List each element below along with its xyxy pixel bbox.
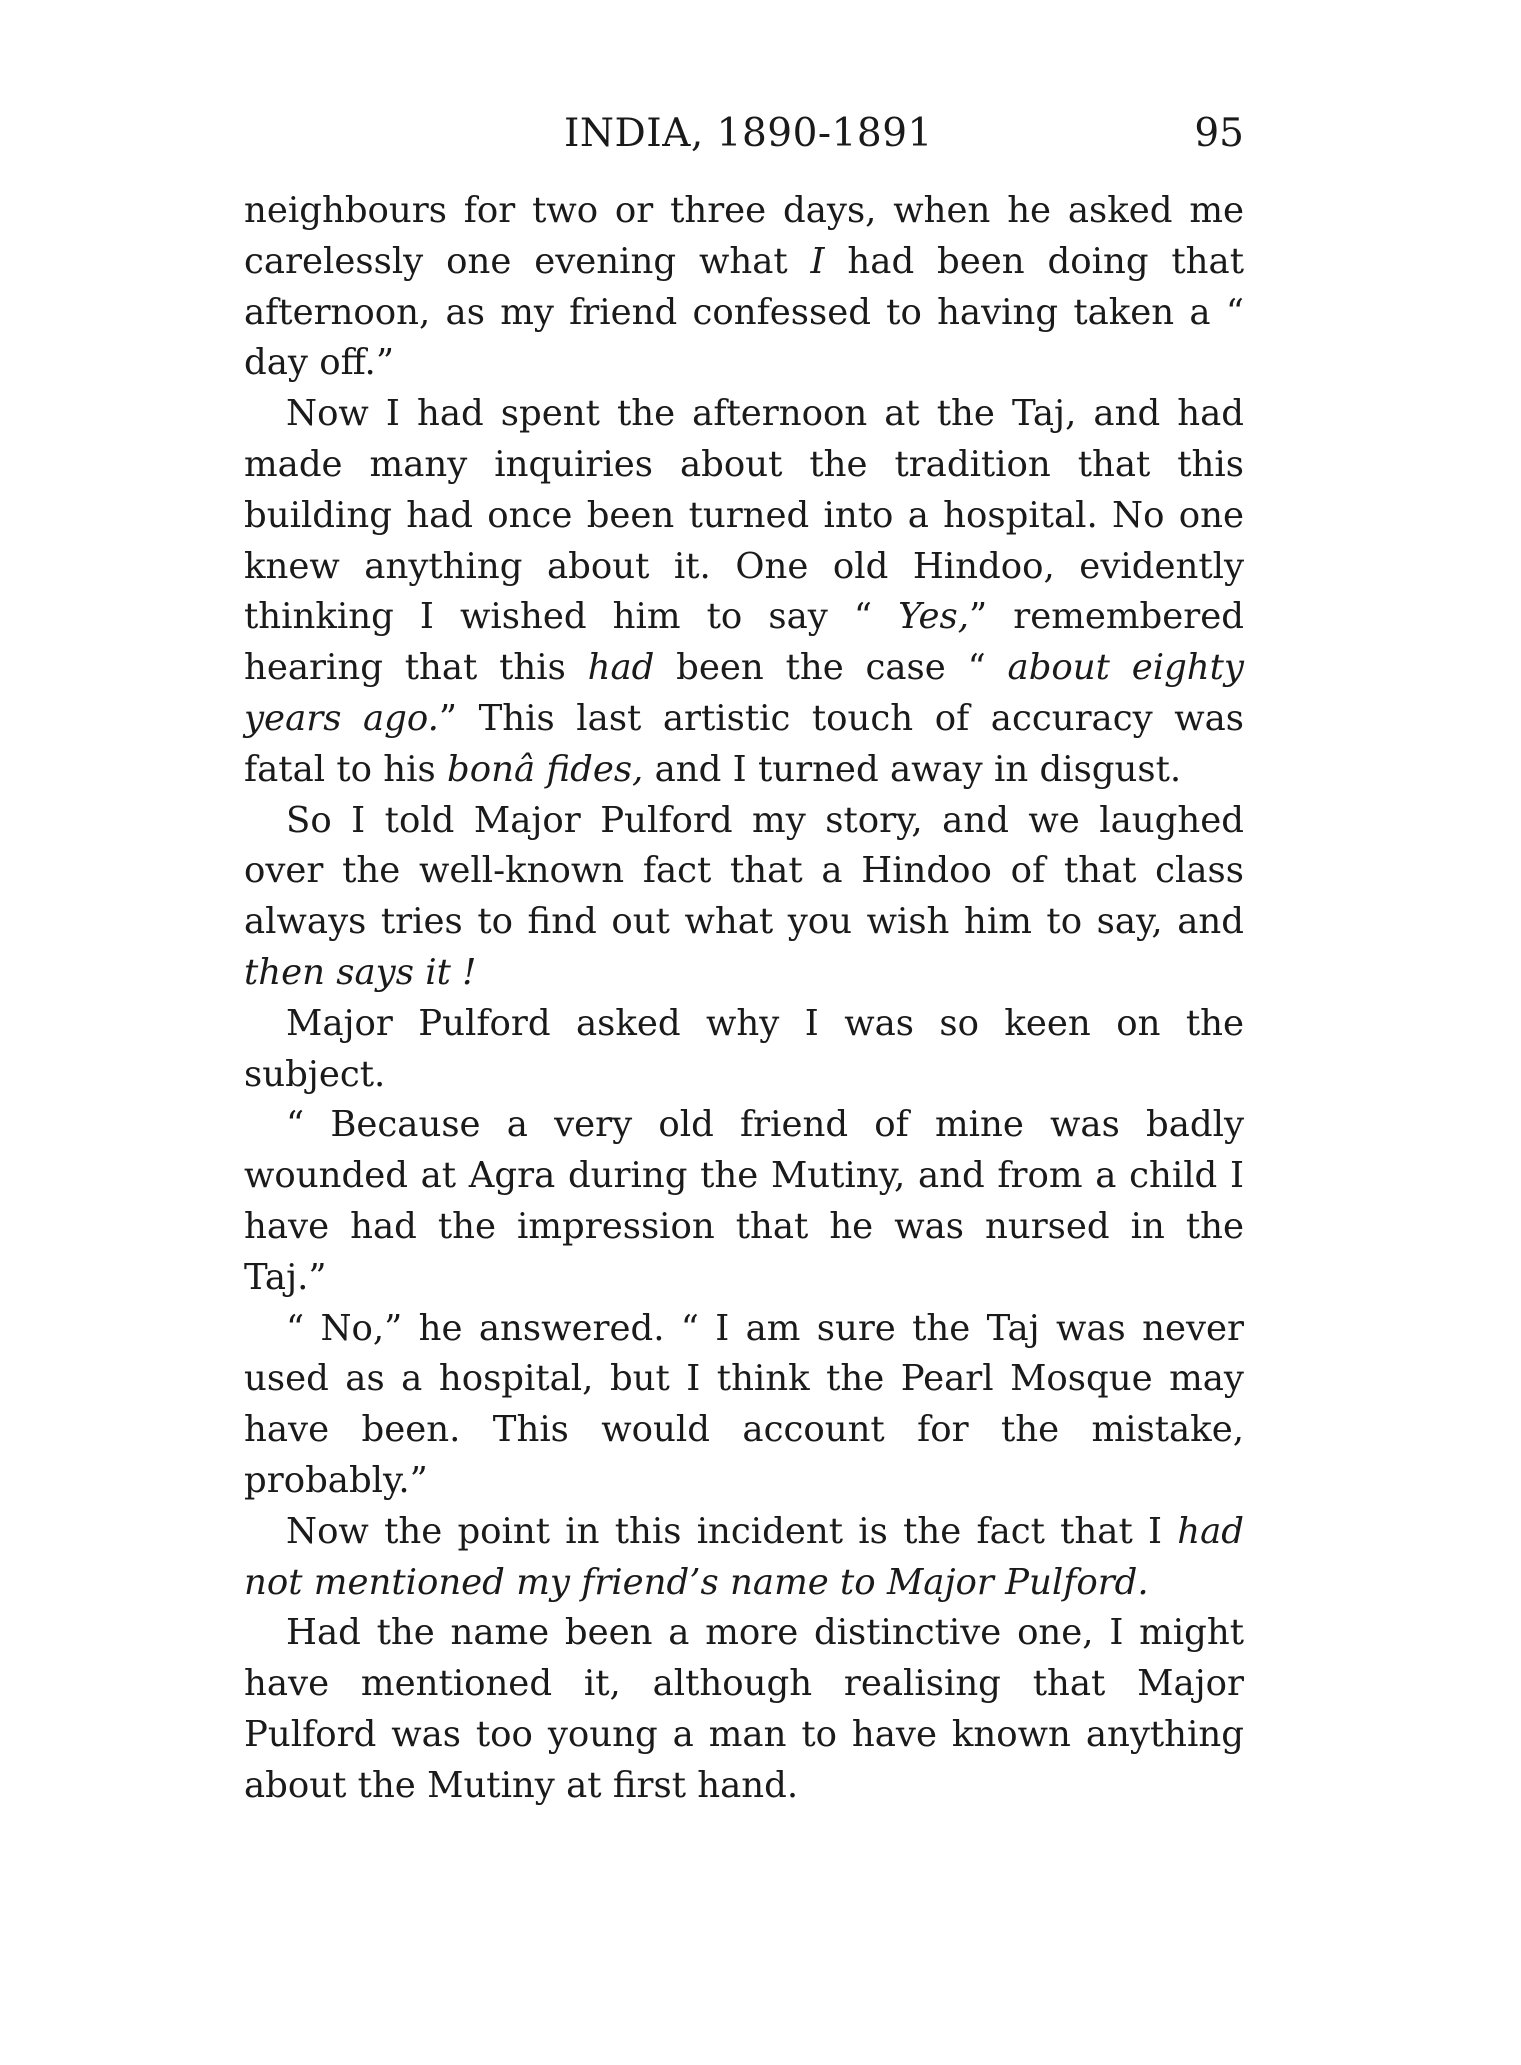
text-segment: “ No,” he answered. “ I am sure the Taj was never used as a hospital, but I think the Pearl Mosque may have been. This would account for the mistake, probably.” bbox=[244, 1307, 1244, 1501]
italic-segment: bonâ fides, bbox=[447, 748, 644, 790]
running-title: INDIA, 1890-1891 bbox=[564, 111, 933, 156]
text-segment: Major Pulford asked why I was so keen on the subject. bbox=[244, 1002, 1244, 1095]
text-segment: “ Because a very old friend of mine was badly wounded at Agra during the Mutiny, and from a child I have had the impression that he was nursed in the Taj.” bbox=[244, 1104, 1244, 1298]
paragraph-2 bbox=[244, 389, 1244, 795]
text-segment: neighbours for two or three days, when he asked me carelessly one evening what bbox=[244, 190, 1244, 282]
text-segment: So I told Major Pulford my story, and we laughed over the well-known fact that a Hindoo of that class always tries to find out what you wish him to say, and bbox=[244, 799, 1244, 943]
paragraph-8 bbox=[244, 1608, 1244, 1811]
paragraph-4 bbox=[244, 999, 1244, 1101]
text-segment: ” This last artistic touch of accuracy was fatal to his bbox=[244, 697, 1244, 790]
paragraph-1 bbox=[244, 186, 1244, 389]
text-segment: had been doing that afternoon, as my friend confessed to having taken a “ day off.” bbox=[244, 240, 1244, 384]
page-number: 95 bbox=[1194, 111, 1244, 156]
text-segment: Now the point in this incident is the fact that I bbox=[286, 1510, 1178, 1552]
paragraph-7 bbox=[244, 1507, 1244, 1609]
running-head bbox=[244, 104, 1244, 164]
body-text bbox=[244, 186, 1244, 1812]
italic-segment: about eighty years ago. bbox=[244, 647, 1244, 739]
text-segment: Now I had spent the afternoon at the Taj, and had made many inquiries about the tradition that this building had once been turned into a hospital. No one knew anything about it. One old Hindoo, evidently thinking I wished him to say “ bbox=[244, 393, 1244, 638]
italic-segment: then says it ! bbox=[244, 951, 477, 993]
text-segment: Had the name been a more distinctive one, I might have mentioned it, although realising that Major Pulford was too young a man to have known anything about the Mutiny at first hand. bbox=[244, 1612, 1244, 1806]
text-segment: ” remembered hearing that this bbox=[244, 596, 1244, 689]
italic-segment: had bbox=[587, 647, 655, 689]
italic-segment: Yes, bbox=[898, 596, 969, 638]
italic-segment: I bbox=[810, 240, 825, 282]
paragraph-3 bbox=[244, 796, 1244, 999]
paragraph-5 bbox=[244, 1100, 1244, 1303]
italic-segment: had not mentioned my friend’s name to Major Pulford. bbox=[244, 1510, 1244, 1603]
text-segment: and I turned away in disgust. bbox=[643, 748, 1182, 790]
paragraph-6 bbox=[244, 1304, 1244, 1507]
text-segment: been the case “ bbox=[654, 647, 1008, 689]
